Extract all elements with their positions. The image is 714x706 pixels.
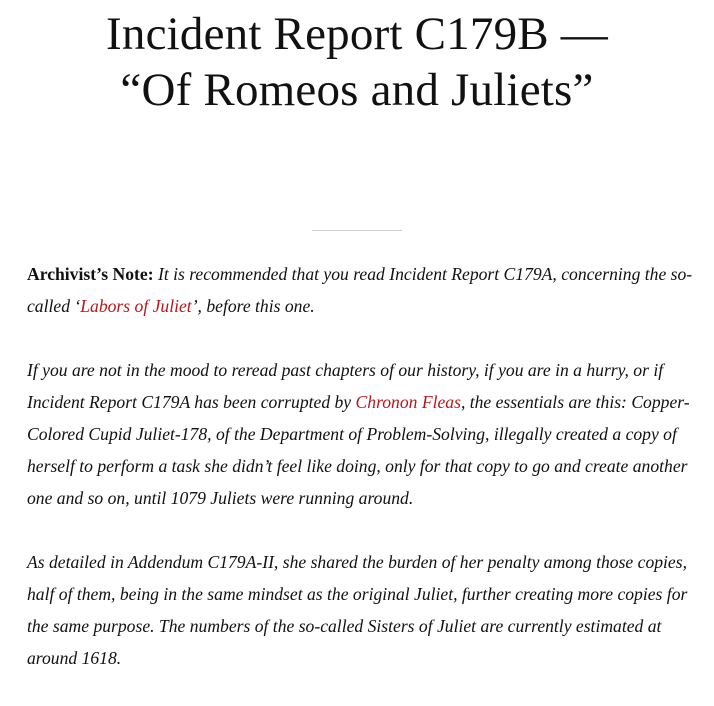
archivist-note-label: Archivist’s Note: [27, 264, 154, 284]
summary-paragraph [27, 354, 707, 514]
title-line-1: Incident Report C179B — [106, 8, 608, 60]
summary-text-after: , the essentials are this: Copper-Colored Cupid Juliet-178, of the Department of Problem-Solving, illegally created a copy of herself to perform a task she didn’t feel like doing, only for that copy to go and create another one and so on, until 1079 Juliets were running around. [27, 392, 690, 508]
addendum-paragraph [27, 546, 707, 674]
chronon-fleas-link[interactable]: Chronon Fleas [355, 392, 461, 412]
page-title [0, 6, 714, 118]
report-body [27, 258, 707, 706]
labors-of-juliet-link[interactable]: Labors of Juliet [80, 296, 192, 316]
archivist-note-paragraph [27, 258, 707, 322]
note-text-before: It is recommended that you read Incident Report C179A, concerning the so-called ‘ [27, 264, 693, 316]
summary-text-before: If you are not in the mood to reread past chapters of our history, if you are in a hurry, or if Incident Report C179A has been corrupted by [27, 360, 664, 412]
section-divider [312, 230, 402, 231]
note-text-after: ’, before this one. [191, 296, 315, 316]
addendum-text: As detailed in Addendum C179A-II, she shared the burden of her penalty among those copies, half of them, being in the same mindset as the original Juliet, further creating more copies for the same purpose. The numbers of the so-called Sisters of Juliet are currently estimated at around 1618. [27, 552, 688, 668]
title-line-2: “Of Romeos and Juliets” [120, 64, 594, 116]
